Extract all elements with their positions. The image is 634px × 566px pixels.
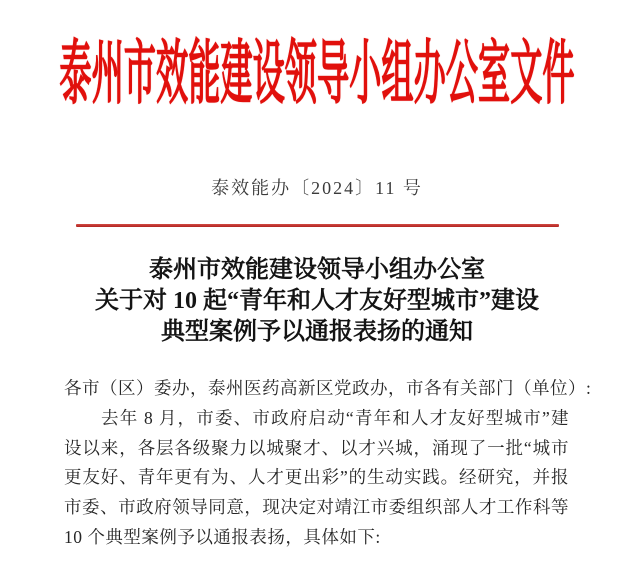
document-title-line-2: 关于对 10 起“青年和人才友好型城市”建设 (95, 288, 539, 314)
red-divider-line (76, 224, 559, 227)
document-title (0, 255, 634, 348)
letterhead-title: 泰州市效能建设领导小组办公室文件 (59, 36, 575, 113)
document-number: 泰效能办〔2024〕11 号 (211, 178, 423, 198)
letterhead (0, 36, 634, 114)
document-title-line-3: 典型案例予以通报表扬的通知 (161, 319, 473, 345)
body-line-1: 去年 8 月，市委、市政府启动“青年和人才友好型城市”建 (101, 407, 569, 428)
body-line-2: 设以来，各层各级聚力以城聚才、以才兴城，涌现了一批“城市 (64, 437, 569, 458)
body-line-3: 更友好、青年更有为、人才更出彩”的生动实践。经研究，并报 (64, 467, 569, 488)
document-title-line-1: 泰州市效能建设领导小组办公室 (149, 257, 485, 283)
document-body (64, 374, 592, 553)
salutation-line: 各市（区）委办，泰州医药高新区党政办，市各有关部门（单位）: (64, 378, 592, 398)
body-line-5: 10 个典型案例予以通报表扬，具体如下: (64, 526, 381, 547)
body-line-4: 市委、市政府领导同意，现决定对靖江市委组织部人才工作科等 (64, 497, 569, 518)
